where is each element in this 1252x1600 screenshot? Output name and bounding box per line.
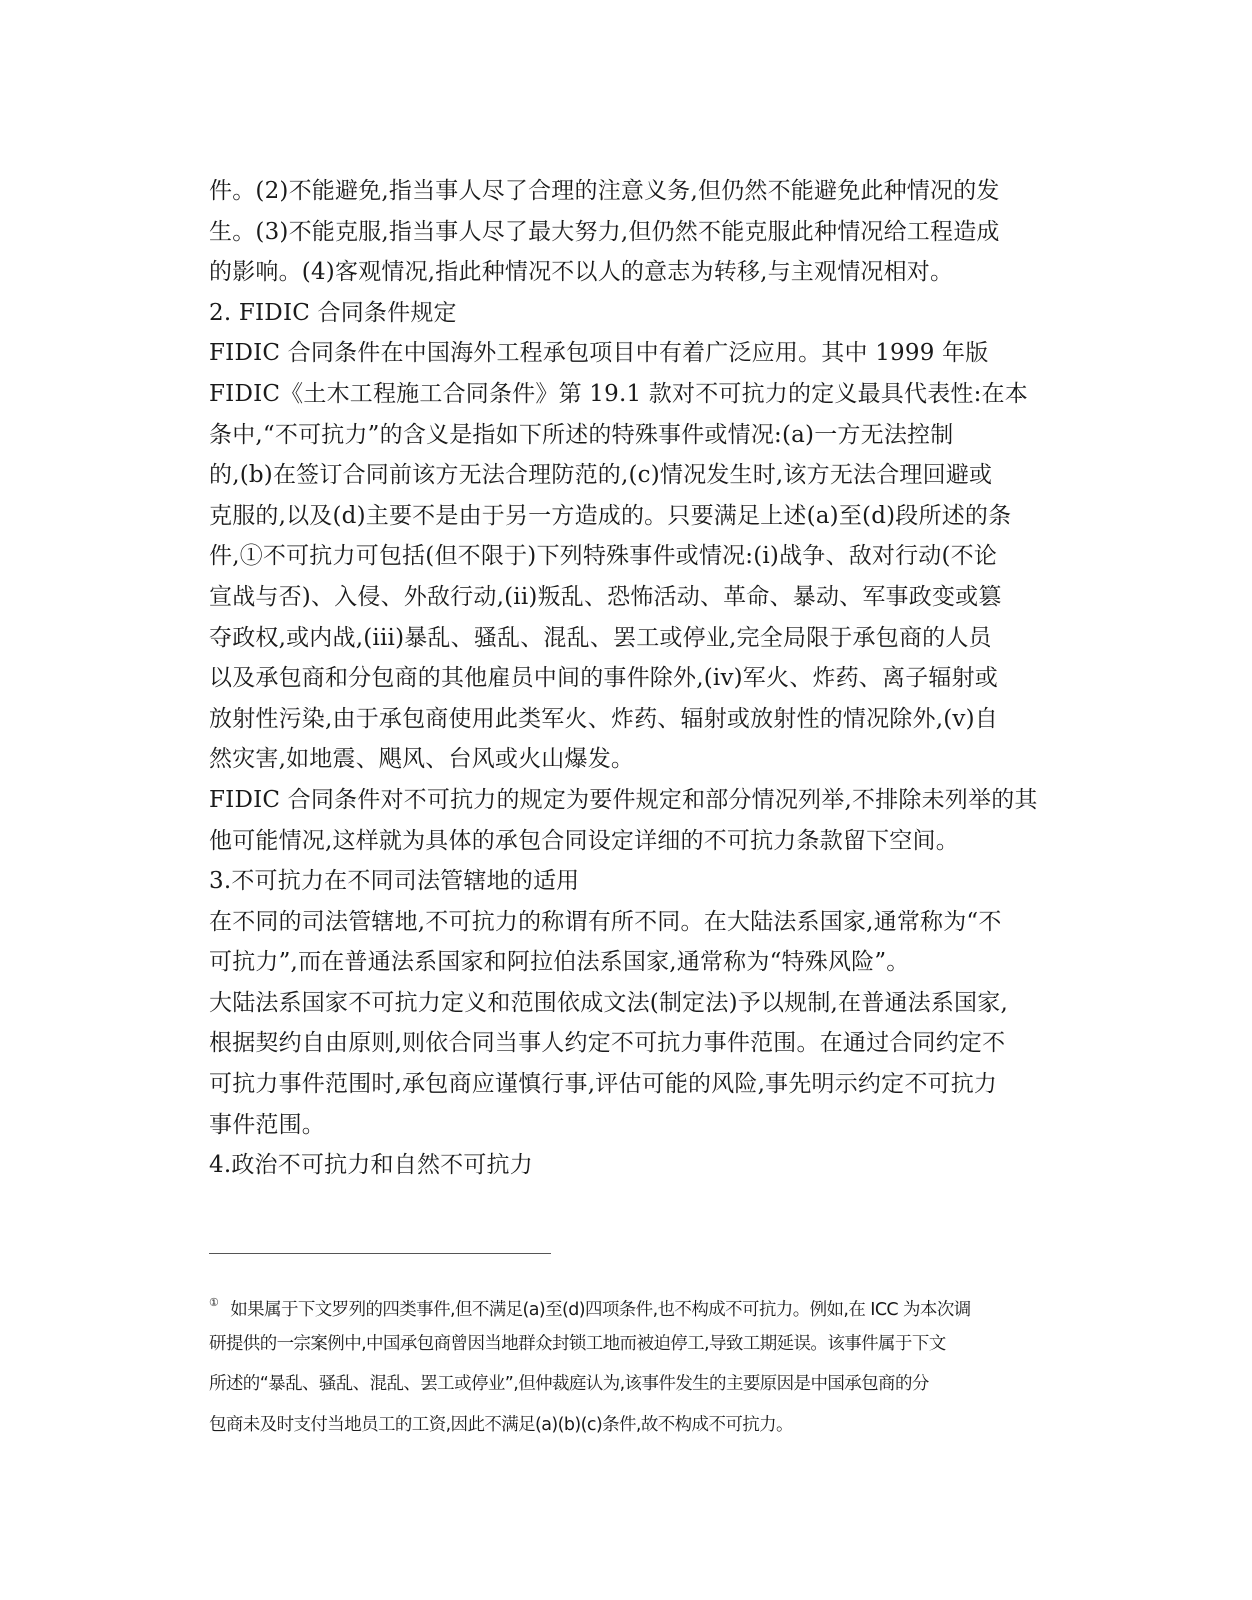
text-line: 件。(2)不能避免,指当事人尽了合理的注意义务,但仍然不能避免此种情况的发: [209, 178, 1000, 204]
section-heading-fidic: 2. FIDIC 合同条件规定: [209, 299, 457, 326]
text-line: 以及承包商和分包商的其他雇员中间的事件除外,(iv)军火、炸药、离子辐射或: [209, 665, 999, 692]
text-line: 宣战与否)、入侵、外敌行动,(ii)叛乱、恐怖活动、革命、暴动、军事政变或篡: [209, 583, 1002, 610]
footnote: [209, 1283, 1049, 1446]
text-line: 的影响。(4)客观情况,指此种情况不以人的意志为转移,与主观情况相对。: [209, 259, 954, 286]
text-line: 可抗力事件范围时,承包商应谨慎行事,评估可能的风险,事先明示约定不可抗力: [209, 1071, 998, 1098]
text-line: 的,(b)在签订合同前该方无法合理防范的,(c)情况发生时,该方无法合理回避或: [209, 462, 993, 489]
text-line: 可抗力”,而在普通法系国家和阿拉伯法系国家,通常称为“特殊风险”。: [209, 949, 910, 976]
text-line: 根据契约自由原则,则依合同当事人约定不可抗力事件范围。在通过合同约定不: [209, 1030, 1006, 1057]
text-line: 夺政权,或内战,(iii)暴乱、骚乱、混乱、罢工或停业,完全局限于承包商的人员: [209, 624, 992, 651]
text-line: 他可能情况,这样就为具体的承包合同设定详细的不可抗力条款留下空间。: [209, 827, 959, 854]
text-line: 件,①不可抗力可包括(但不限于)下列特殊事件或情况:(i)战争、敌对行动(不论: [209, 543, 998, 570]
footnote-text: 如果属于下文罗列的四类事件,但不满足(a)至(d)四项条件,也不构成不可抗力。例如,在 ICC 为本次调: [230, 1300, 971, 1320]
footnote-line: 研提供的一宗案例中,中国承包商曾因当地群众封锁工地而被迫停工,导致工期延误。该事件属于下文: [209, 1333, 946, 1354]
text-line: FIDIC《土木工程施工合同条件》第 19.1 款对不可抗力的定义最具代表性:在本: [209, 380, 1028, 407]
text-line: 事件范围。: [209, 1111, 325, 1138]
section-heading-jurisdiction: 3.不可抗力在不同司法管辖地的适用: [209, 868, 580, 895]
main-text: [209, 171, 1039, 1186]
text-line: 在不同的司法管辖地,不可抗力的称谓有所不同。在大陆法系国家,通常称为“不: [209, 908, 1002, 935]
footnote-separator: [209, 1253, 551, 1254]
text-line: 大陆法系国家不可抗力定义和范围依成文法(制定法)予以规制,在普通法系国家,: [209, 989, 1008, 1016]
text-line: 条中,“不可抗力”的含义是指如下所述的特殊事件或情况:(a)一方无法控制: [209, 421, 954, 448]
text-line: 然灾害,如地震、飓风、台风或火山爆发。: [209, 746, 635, 773]
text-line: FIDIC 合同条件对不可抗力的规定为要件规定和部分情况列举,不排除未列举的其: [209, 786, 1038, 813]
text-line: 放射性污染,由于承包商使用此类军火、炸药、辐射或放射性的情况除外,(v)自: [209, 705, 998, 732]
text-line: FIDIC 合同条件在中国海外工程承包项目中有着广泛应用。其中 1999 年版: [209, 340, 989, 367]
footnote-line: 所述的“暴乱、骚乱、混乱、罢工或停业”,但仲裁庭认为,该事件发生的主要原因是中国承包商的分: [209, 1374, 929, 1395]
text-line: 克服的,以及(d)主要不是由于另一方造成的。只要满足上述(a)至(d)段所述的条: [209, 502, 1012, 529]
text-line: 生。(3)不能克服,指当事人尽了最大努力,但仍然不能克服此种情况给工程造成: [209, 218, 1000, 245]
footnote-line: [209, 1283, 1049, 1324]
section-heading-political-natural: 4.政治不可抗力和自然不可抗力: [209, 1152, 533, 1179]
footnote-marker: ①: [209, 1296, 219, 1309]
footnote-line: 包商未及时支付当地员工的工资,因此不满足(a)(b)(c)条件,故不构成不可抗力。: [209, 1415, 793, 1436]
